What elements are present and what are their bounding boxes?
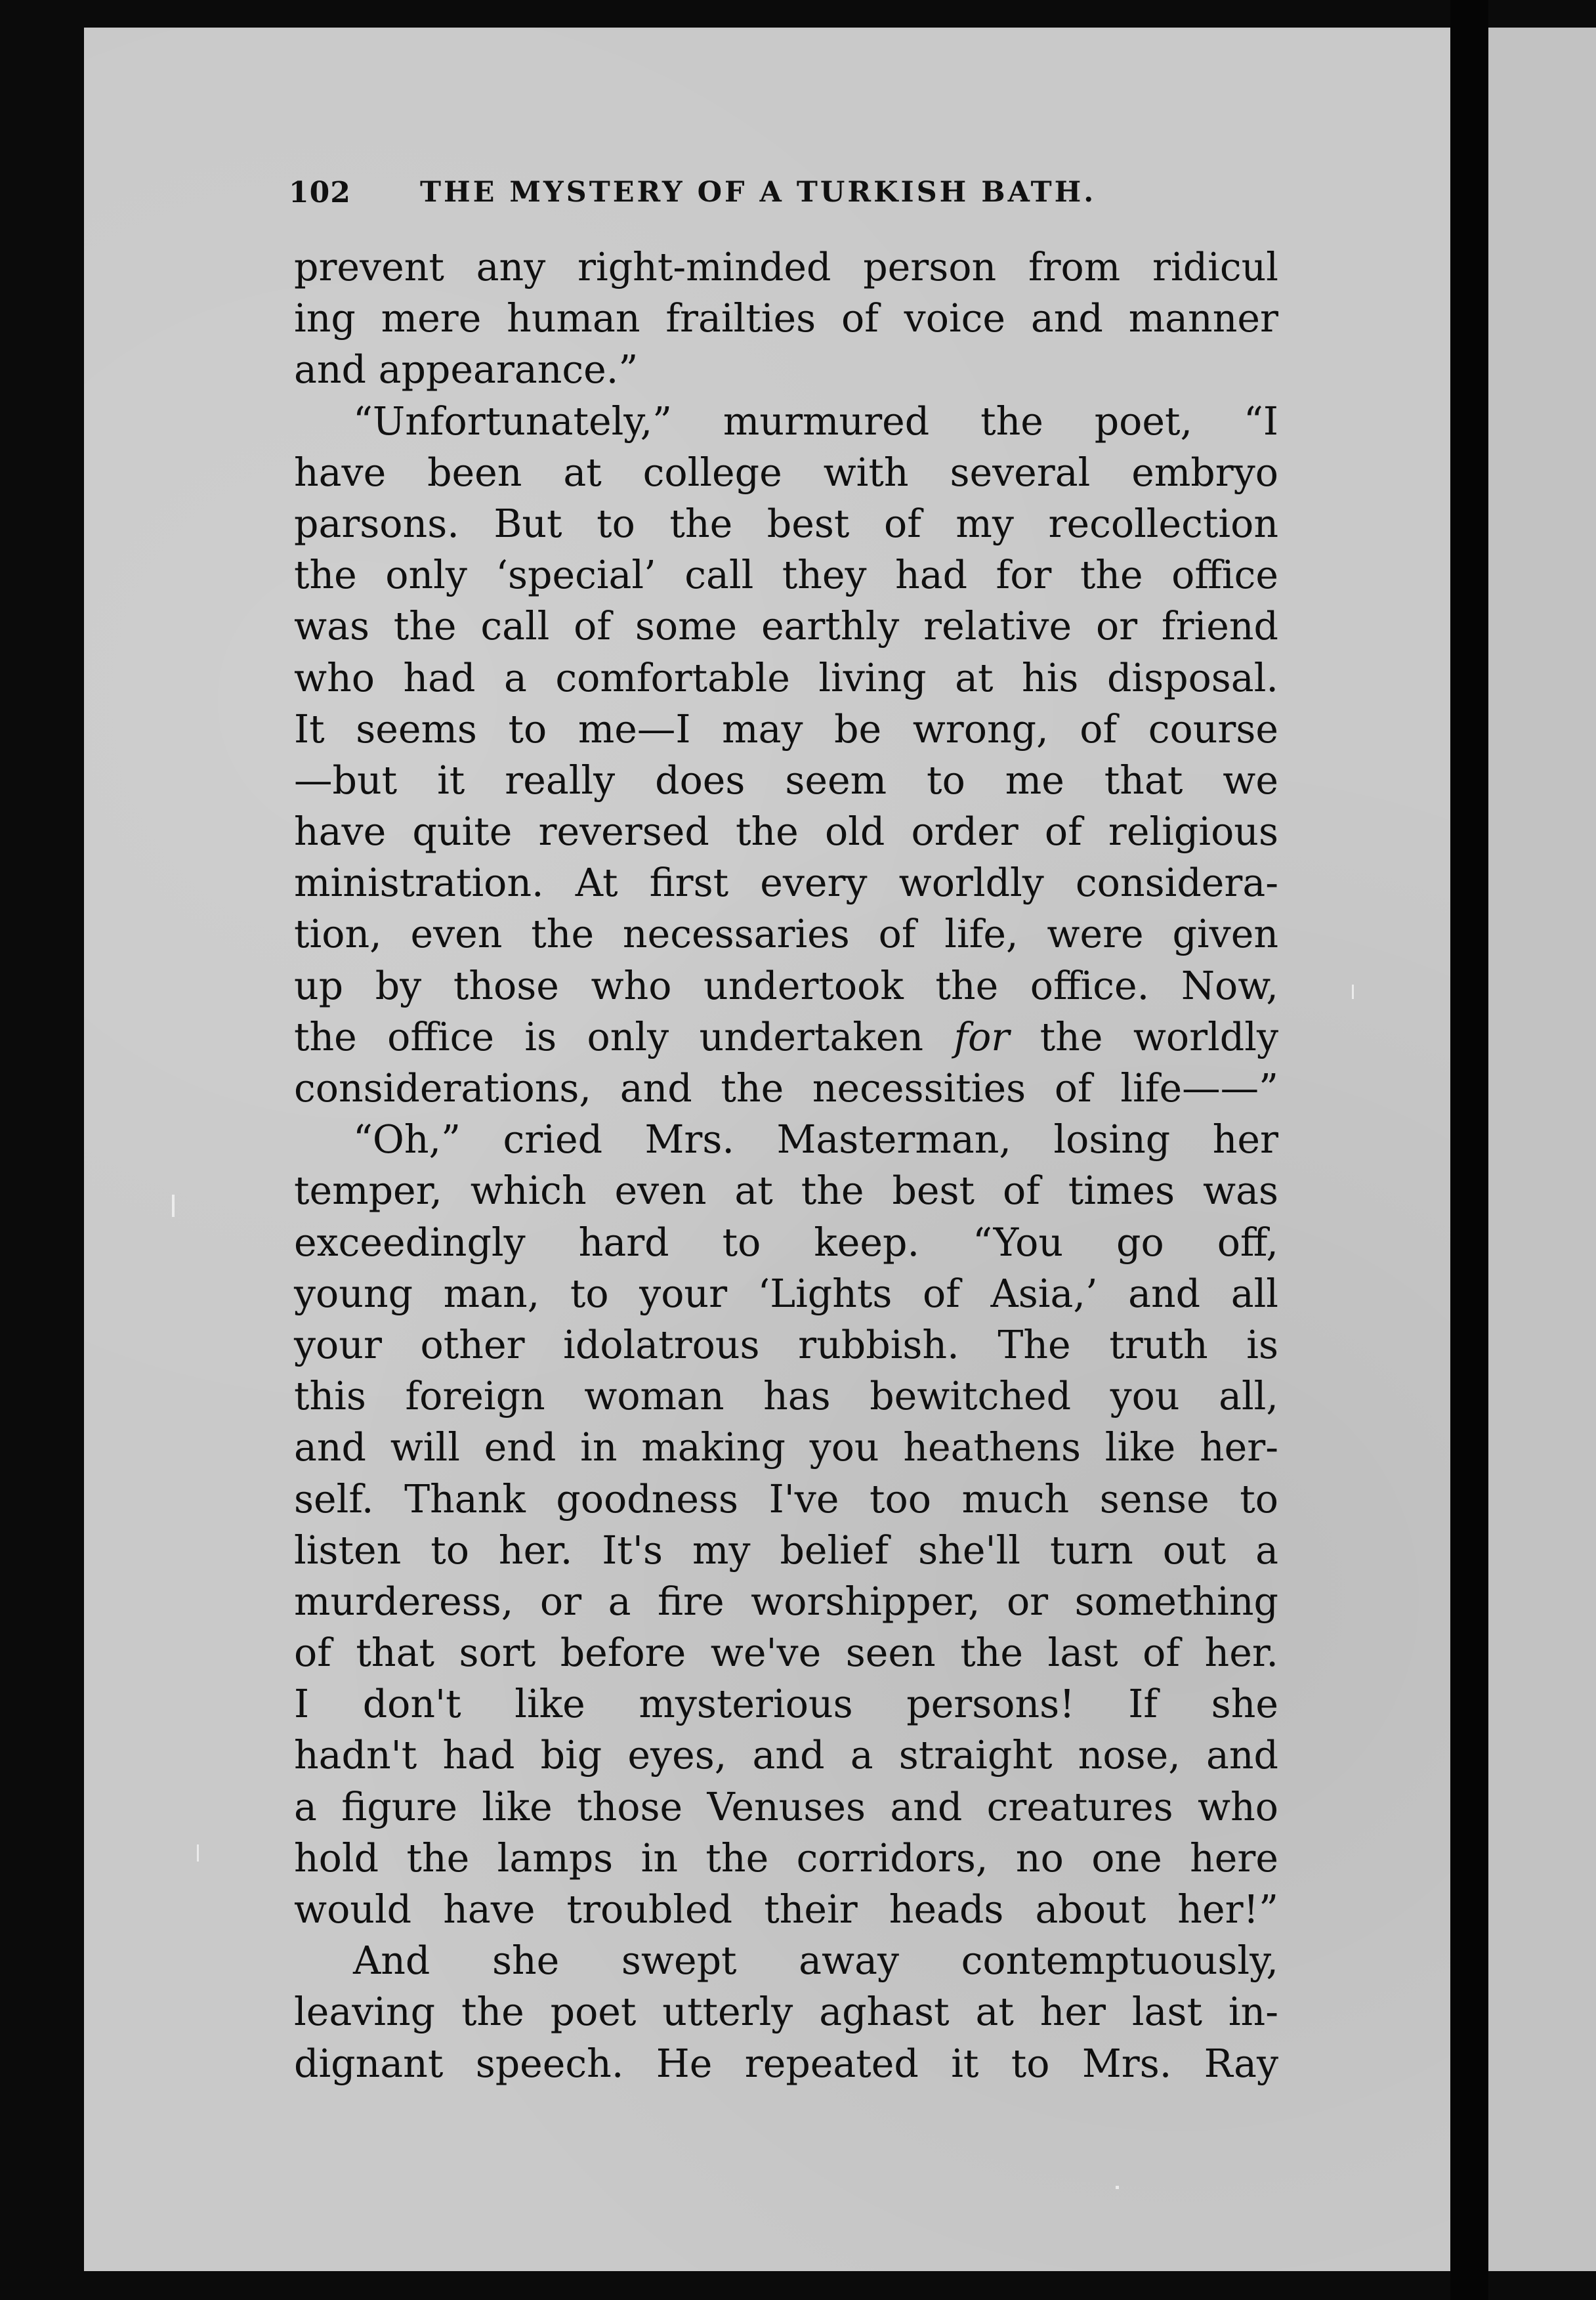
body-text (294, 242, 1278, 2089)
text-line: of that sort before we've seen the last of her. (294, 1630, 1278, 1676)
text-line: I don't like mysterious persons! If she (294, 1682, 1278, 1727)
scan-speck (1352, 985, 1354, 999)
text-line: and appearance.” (294, 347, 639, 393)
page-gutter (1450, 0, 1488, 2300)
text-line: up by those who undertook the office. Now, (294, 963, 1278, 1008)
text-line: this foreign woman has bewitched you all, (294, 1374, 1278, 1419)
text-line: listen to her. It's my belief she'll turn out a (294, 1527, 1278, 1573)
text-line: and will end in making you heathens like her- (294, 1425, 1278, 1470)
text-line: exceedingly hard to keep. “You go off, (294, 1220, 1278, 1265)
text-line: was the call of some earthly relative or friend (294, 604, 1278, 649)
text-line: temper, which even at the best of times was (294, 1168, 1278, 1214)
page-header (289, 176, 1286, 222)
text-line: who had a comfortable living at his disposal. (294, 655, 1278, 700)
scan-speck (172, 1195, 175, 1217)
text-line: your other idolatrous rubbish. The truth is (294, 1322, 1278, 1367)
text-line: prevent any right-minded person from ridicul (294, 245, 1278, 289)
text-line: It seems to me—I may be wrong, of course (294, 706, 1278, 752)
text-line: self. Thank goodness I've too much sense to (294, 1476, 1278, 1522)
text-line: parsons. But to the best of my recollection (294, 501, 1278, 546)
text-line: dignant speech. He repeated it to Mrs. Ray (294, 2041, 1278, 2086)
text-line: ministration. At first every worldly considera- (294, 861, 1278, 906)
text-line: the only ‘special’ call they had for the office (294, 553, 1278, 598)
text-line: have quite reversed the old order of religious (294, 809, 1278, 855)
facing-page-edge (1488, 28, 1596, 2271)
scan-speck (1116, 2186, 1119, 2189)
page-number: 102 (289, 176, 351, 209)
text-line: “Oh,” cried Mrs. Masterman, losing her (353, 1117, 1278, 1162)
text-line: would have troubled their heads about her!” (294, 1887, 1278, 1932)
text-line: ing mere human frailties of voice and manner (294, 296, 1278, 341)
scan-speck (197, 1844, 199, 1862)
text-line: a figure like those Venuses and creatures who (294, 1784, 1278, 1829)
running-title: THE MYSTERY OF A TURKISH BATH. (420, 176, 1097, 209)
text-line: have been at college with several embryo (294, 450, 1278, 495)
text-line: murderess, or a fire worshipper, or something (294, 1579, 1278, 1624)
text-line: “Unfortunately,” murmured the poet, “I (353, 398, 1278, 444)
text-line: considerations, and the necessities of life——” (294, 1066, 1278, 1111)
text-line: leaving the poet utterly aghast at her last in- (294, 1990, 1278, 2035)
text-line: the office is only undertaken for the worldly (294, 1014, 1279, 1059)
text-line: hold the lamps in the corridors, no one here (294, 1835, 1278, 1881)
text-line: —but it really does seem to me that we (294, 757, 1278, 803)
text-line: young man, to your ‘Lights of Asia,’ and all (294, 1271, 1278, 1316)
text-line: tion, even the necessaries of life, were given (294, 912, 1278, 957)
text-line: hadn't had big eyes, and a straight nose, and (294, 1733, 1278, 1778)
text-line: And she swept away contemptuously, (353, 1938, 1278, 1984)
